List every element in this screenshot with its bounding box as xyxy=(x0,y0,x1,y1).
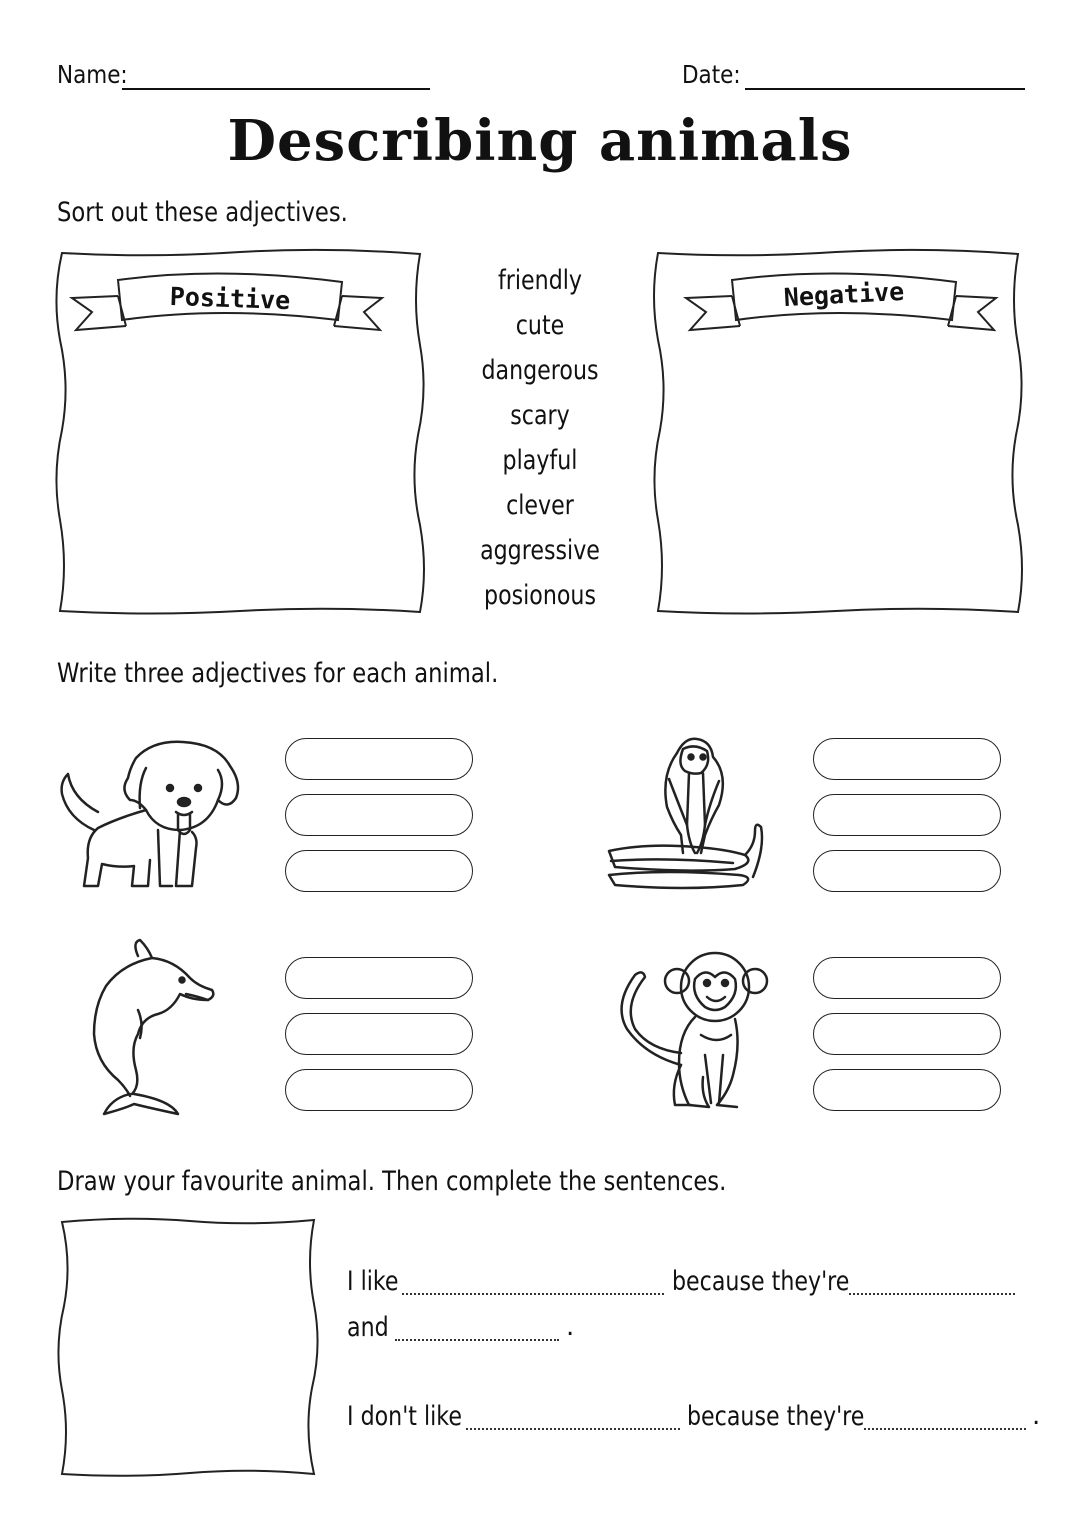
sentence-like-because: because they're xyxy=(672,1266,850,1297)
adjectives-instruction: Write three adjectives for each animal. xyxy=(57,658,499,689)
dislike-adjective-blank[interactable] xyxy=(864,1428,1026,1430)
page-title: Describing animals xyxy=(227,108,853,174)
sentence-period: . xyxy=(1032,1401,1041,1431)
like-animal-blank[interactable] xyxy=(402,1293,664,1295)
sentence-period: . xyxy=(566,1312,575,1342)
adjective-word[interactable]: cute xyxy=(515,310,565,341)
sentence-like-and: and xyxy=(347,1312,389,1343)
adjective-word[interactable]: friendly xyxy=(497,265,582,296)
sort-instruction: Sort out these adjectives. xyxy=(57,197,348,228)
adjective-word[interactable]: posionous xyxy=(484,580,596,611)
adjective-word[interactable]: aggressive xyxy=(480,535,600,566)
positive-label: Positive xyxy=(169,281,291,316)
adjective-word[interactable]: dangerous xyxy=(481,355,599,386)
name-label: Name: xyxy=(57,60,128,89)
like-adjective-blank-1[interactable] xyxy=(849,1293,1015,1295)
adjective-word[interactable]: clever xyxy=(506,490,574,521)
sentence-dislike-because: because they're xyxy=(687,1401,865,1432)
adjective-word[interactable]: scary xyxy=(510,400,570,431)
negative-label: Negative xyxy=(783,276,905,313)
sentence-dislike-start: I don't like xyxy=(347,1401,462,1432)
dislike-animal-blank[interactable] xyxy=(466,1428,680,1430)
like-adjective-blank-2[interactable] xyxy=(395,1339,559,1341)
adjective-word[interactable]: playful xyxy=(502,445,578,476)
sentence-like-start: I like xyxy=(347,1266,399,1297)
date-label: Date: xyxy=(682,60,741,89)
draw-instruction: Draw your favourite animal. Then complete the sentences. xyxy=(57,1166,727,1197)
